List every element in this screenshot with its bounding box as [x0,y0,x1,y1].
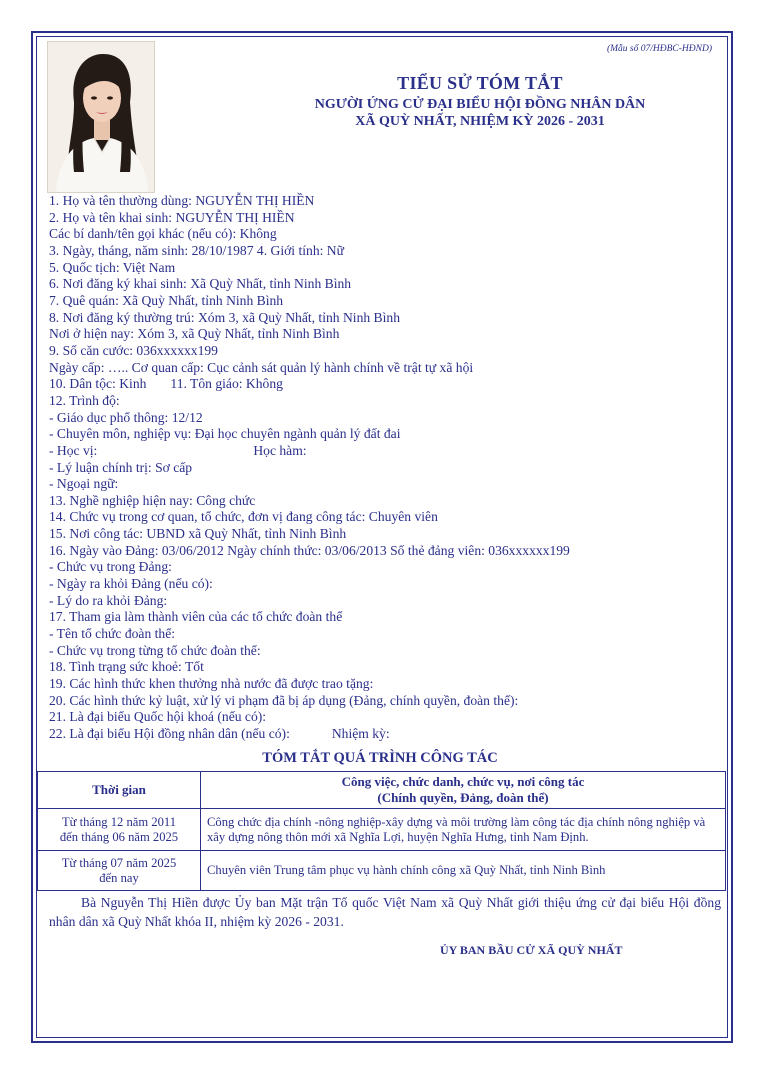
field-occupation: 13. Nghề nghiệp hiện nay: Công chức [49,492,256,508]
candidate-photo [47,41,155,193]
field-party-leave-date: - Ngày ra khỏi Đảng (nếu có): [49,576,213,592]
field-ethnicity-religion [49,376,719,393]
field-discipline: 20. Các hình thức kỷ luật, xử lý vi phạm đã bị áp dụng (Đảng, chính quyền, đoàn thể): [49,692,519,708]
field-dob-gender: 3. Ngày, tháng, năm sinh: 28/10/1987 4. Giới tính: Nữ [49,242,344,258]
header-work [201,772,726,809]
field-workplace: 15. Nơi công tác: UBND xã Quỳ Nhất, tỉnh Ninh Bình [49,526,347,542]
row-time-end: đến tháng 06 năm 2025 [59,829,179,844]
field-aliases: Các bí danh/tên gọi khác (nếu có): Không [49,226,277,242]
field-national-assembly: 21. Là đại biểu Quốc hội khoá (nếu có): [49,709,267,725]
field-degree: - Học vị: [49,442,98,458]
field-party-leave-reason: - Lý do ra khỏi Đảng: [49,592,168,608]
field-education-heading: 12. Trình độ: [49,392,120,408]
row-time-start: Từ tháng 12 năm 2011 [61,814,177,829]
field-political-theory: - Lý luận chính trị: Sơ cấp [49,459,193,475]
field-current-residence: Nơi ở hiện nay: Xóm 3, xã Quỳ Nhất, tỉnh Ninh Bình [49,326,340,342]
field-health: 18. Tình trạng sức khoẻ: Tốt [49,659,204,675]
header-work-line-2: (Chính quyền, Đảng, đoàn thể) [377,790,549,805]
document-title: TIỂU SỬ TÓM TẮT [397,73,563,93]
field-id-number: 9. Số căn cước: 036xxxxxx199 [49,342,218,358]
document-subtitle-2: XÃ QUỲ NHẤT, NHIỆM KỲ 2026 - 2031 [355,114,605,129]
header-work-line-1: Công việc, chức danh, chức vụ, nơi công tác [341,774,585,789]
form-code: (Mẫu số 07/HĐBC-HĐND) [606,44,712,54]
biography-fields [49,193,719,743]
field-position: 14. Chức vụ trong cơ quan, tổ chức, đơn vị đang công tác: Chuyên viên [49,509,438,525]
field-common-name: 1. Họ và tên thường dùng: NGUYỄN THỊ HIỀN [49,193,315,208]
field-council-delegate [49,726,719,743]
field-degree-title [49,443,719,460]
field-awards: 19. Các hình thức khen thưởng nhà nước đã được trao tặng: [49,676,374,692]
table-header-row [38,772,726,809]
row-time [38,809,201,851]
row-time-start: Từ tháng 07 năm 2025 [61,855,177,870]
introduction-text: Bà Nguyễn Thị Hiền được Ủy ban Mặt trận Tổ quốc Việt Nam xã Quỳ Nhất giới thiệu ứng cử đại biểu Hội đồng nhân dân xã Quỳ Nhất khóa II, nhiệm kỳ 2026 - 2031. [49,895,721,929]
field-birth-registration: 6. Nơi đăng ký khai sinh: Xã Quỳ Nhất, tỉnh Ninh Bình [49,276,352,292]
field-permanent-residence: 8. Nơi đăng ký thường trú: Xóm 3, xã Quỳ Nhất, tỉnh Ninh Bình [49,309,400,325]
title-block [270,73,690,130]
field-party-position: - Chức vụ trong Đảng: [49,559,172,575]
field-organization-name: - Tên tổ chức đoàn thể: [49,626,176,642]
signing-authority: ỦY BAN BẦU CỬ XÃ QUỲ NHẤT [440,943,623,957]
field-nationality: 5. Quốc tịch: Việt Nam [49,259,176,275]
field-general-education: - Giáo dục phổ thông: 12/12 [49,409,203,425]
row-time-end: đến nay [99,870,139,885]
field-foreign-language: - Ngoại ngữ: [49,476,119,492]
row-time [38,851,201,891]
introduction-paragraph [49,893,721,931]
field-id-issue: Ngày cấp: ….. Cơ quan cấp: Cục cảnh sát quản lý hành chính về trật tự xã hội [49,359,474,375]
field-organization-position: - Chức vụ trong từng tổ chức đoàn thể: [49,642,261,658]
row-work: Công chức địa chính -nông nghiệp-xây dựng và môi trường làm công tác địa chính nông nghiệp và xây dựng nông thôn mới xã Nghĩa Lợi, huyện Nghĩa Hưng, tỉnh Nam Định. [201,809,726,851]
field-council-term: Nhiệm kỳ: [331,726,390,741]
work-history-table [37,771,726,891]
field-party-membership: 16. Ngày vào Đảng: 03/06/2012 Ngày chính thức: 03/06/2013 Số thẻ đảng viên: 036xxxxxx199 [49,542,570,558]
document-subtitle-1: NGƯỜI ỨNG CỬ ĐẠI BIỂU HỘI ĐỒNG NHÂN DÂN [314,97,646,112]
field-council: 22. Là đại biểu Hội đồng nhân dân (nếu có): [49,726,290,741]
table-row [38,851,726,891]
field-organizations: 17. Tham gia làm thành viên của các tổ chức đoàn thể [49,609,343,625]
field-specialization: - Chuyên môn, nghiệp vụ: Đại học chuyên ngành quản lý đất đai [49,426,401,442]
field-religion: 11. Tôn giáo: Không [170,376,283,392]
field-ethnicity: 10. Dân tộc: Kinh [49,376,147,392]
row-work: Chuyên viên Trung tâm phục vụ hành chính công xã Quỳ Nhất, tỉnh Ninh Bình [201,851,726,891]
field-academic-title: Học hàm: [253,442,307,458]
header-time: Thời gian [38,772,201,809]
work-section-title: TÓM TẮT QUÁ TRÌNH CÔNG TÁC [262,750,498,766]
field-birth-name: 2. Họ và tên khai sinh: NGUYỄN THỊ HIỀN [49,209,295,225]
field-hometown: 7. Quê quán: Xã Quỳ Nhất, tỉnh Ninh Bình [49,292,284,308]
table-row [38,809,726,851]
